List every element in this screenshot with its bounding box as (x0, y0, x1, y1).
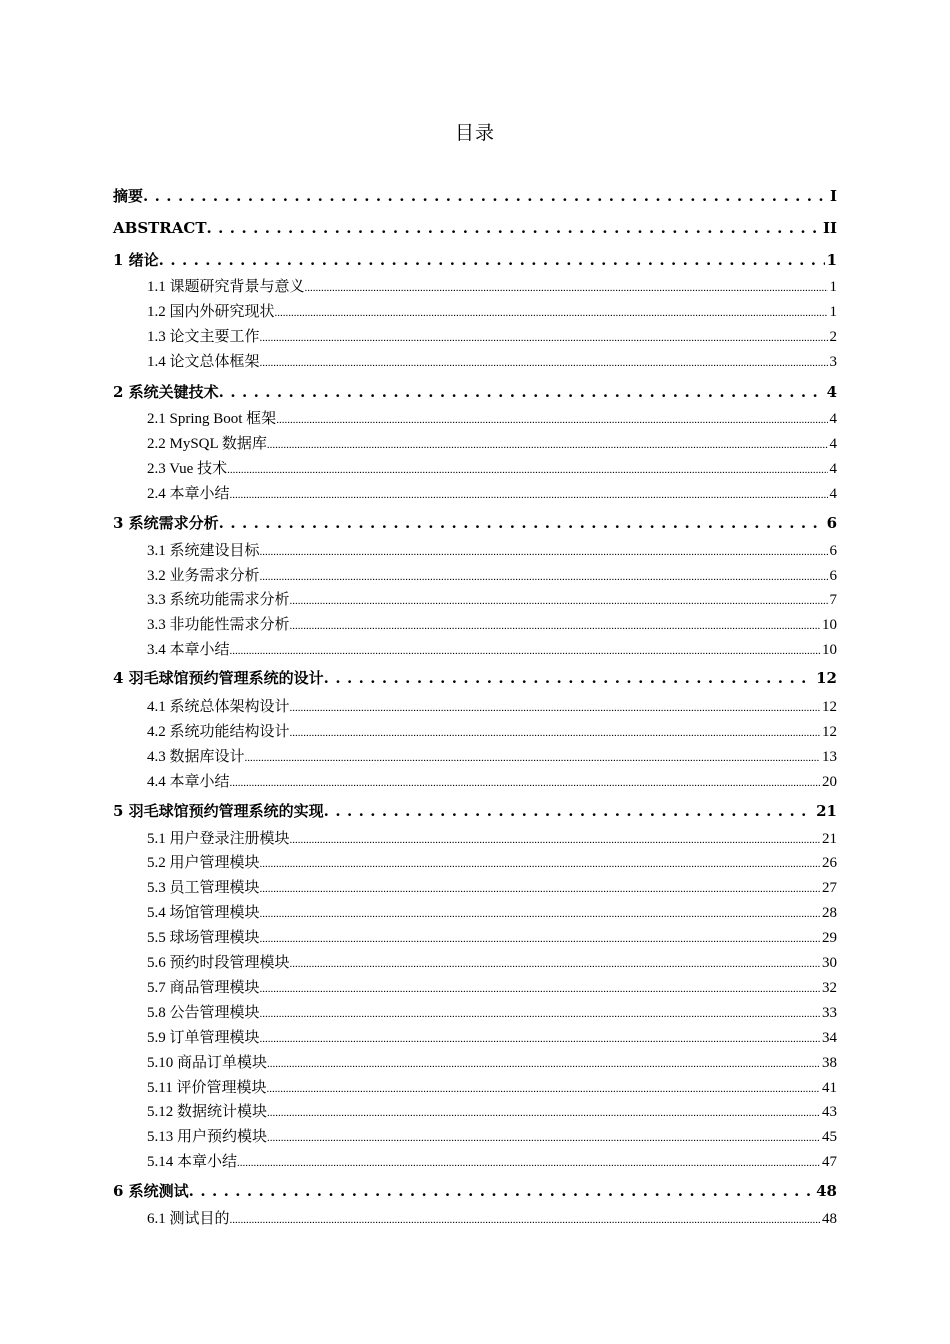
toc-section-entry[interactable] (147, 953, 837, 974)
toc-entry-label: 2.2 MySQL 数据库 (147, 436, 267, 452)
toc-page-number: 21 (822, 831, 837, 847)
toc-page-number: 4 (829, 436, 837, 452)
toc-page-number: 38 (822, 1055, 837, 1071)
toc-section-entry[interactable] (147, 1152, 837, 1173)
toc-page-number: 48 (822, 1211, 837, 1227)
toc-section-entry[interactable] (147, 853, 837, 874)
toc-page-number: 1 (829, 304, 837, 320)
toc-section-entry[interactable] (147, 352, 837, 373)
toc-dot-leader (267, 1103, 820, 1123)
toc-entry-label: ABSTRACT (113, 219, 207, 237)
toc-page-number: 13 (822, 749, 837, 765)
toc-title: 目录 (454, 122, 495, 144)
toc-entry-label: 1.4 论文总体框架 (147, 354, 260, 370)
toc-page-number: 3 (829, 354, 837, 370)
toc-entry-label: 5.10 商品订单模块 (147, 1055, 268, 1071)
toc-page-number: 28 (822, 905, 837, 921)
toc-entry-label: 2.1 Spring Boot 框架 (147, 411, 277, 427)
toc-dot-leader (275, 303, 828, 323)
toc-page-number: 41 (822, 1080, 837, 1096)
toc-entry-label: 5.11 评价管理模块 (147, 1080, 267, 1096)
toc-page-number: 43 (822, 1104, 837, 1120)
toc-section-entry[interactable] (147, 615, 837, 636)
toc-page-number: 20 (822, 774, 837, 790)
toc-page-number: 45 (822, 1129, 837, 1145)
toc-page-number: 4 (829, 461, 837, 477)
toc-page-number: 6 (829, 543, 837, 559)
toc-dot-leader (290, 954, 820, 974)
toc-page-number: 4 (826, 383, 837, 401)
toc-dot-leader (260, 1029, 820, 1049)
toc-section-entry[interactable] (147, 434, 837, 455)
toc-entry-label: 1.1 课题研究背景与意义 (147, 279, 305, 295)
toc-chapter-entry[interactable] (113, 250, 837, 270)
toc-section-entry[interactable] (147, 590, 837, 611)
toc-entry-label: 4.1 系统总体架构设计 (147, 699, 290, 715)
toc-page-number: 47 (822, 1154, 837, 1170)
toc-page-number: 30 (822, 955, 837, 971)
toc-entry-label: 5.8 公告管理模块 (147, 1005, 260, 1021)
toc-section-entry[interactable] (147, 1078, 837, 1099)
toc-entry-label: 1.3 论文主要工作 (147, 329, 260, 345)
toc-section-entry[interactable] (147, 1003, 837, 1024)
toc-entry-label: 5.3 员工管理模块 (147, 880, 260, 896)
toc-entry-label: 1.2 国内外研究现状 (147, 304, 275, 320)
toc-section-entry[interactable] (147, 928, 837, 949)
toc-dot-leader (143, 186, 828, 206)
toc-section-entry[interactable] (147, 903, 837, 924)
toc-entry-label: 4.3 数据库设计 (147, 749, 245, 765)
toc-dot-leader (237, 1153, 820, 1173)
toc-dot-leader (260, 567, 828, 587)
toc-dot-leader (219, 513, 825, 533)
toc-dot-leader (260, 353, 828, 373)
toc-dot-leader (324, 801, 814, 821)
toc-entry-label: 5.1 用户登录注册模块 (147, 831, 290, 847)
toc-entry-label: 5.12 数据统计模块 (147, 1104, 268, 1120)
toc-entry-label: 4.2 系统功能结构设计 (147, 724, 290, 740)
toc-page-number: 34 (822, 1030, 837, 1046)
toc-page-number: 6 (826, 514, 837, 532)
toc-dot-leader (305, 278, 828, 298)
toc-section-entry[interactable] (147, 484, 837, 505)
toc-page-number: 1 (826, 251, 837, 269)
toc-entry-label: 6.1 测试目的 (147, 1211, 230, 1227)
toc-dot-leader (245, 748, 820, 768)
toc-page-number: 27 (822, 880, 837, 896)
toc-chapter-entry[interactable] (113, 801, 837, 821)
toc-dot-leader (230, 1210, 820, 1230)
toc-dot-leader (290, 830, 820, 850)
toc-page-number: 2 (829, 329, 837, 345)
toc-entry-label: 3.4 本章小结 (147, 642, 230, 658)
toc-page-number: 7 (829, 592, 837, 608)
toc-dot-leader (230, 641, 820, 661)
toc-section-entry[interactable] (147, 697, 837, 718)
toc-chapter-entry[interactable] (113, 1181, 837, 1201)
toc-entry-label: 1 绪论 (113, 251, 159, 269)
toc-entry-label: 4.4 本章小结 (147, 774, 230, 790)
toc-page-number: 29 (822, 930, 837, 946)
toc-dot-leader (260, 542, 828, 562)
toc-entry-label: 5.14 本章小结 (147, 1154, 238, 1170)
toc-section-entry[interactable] (147, 459, 837, 480)
toc-page-number: 10 (822, 642, 837, 658)
toc-dot-leader (260, 879, 820, 899)
toc-dot-leader (159, 250, 825, 270)
toc-dot-leader (230, 773, 820, 793)
toc-dot-leader (290, 616, 820, 636)
toc-page-number: 12 (816, 669, 837, 687)
toc-entry-label: 2.3 Vue 技术 (147, 461, 228, 477)
toc-entry-label: 5.5 球场管理模块 (147, 930, 260, 946)
toc-entry-label: 5.9 订单管理模块 (147, 1030, 260, 1046)
toc-dot-leader (189, 1181, 814, 1201)
toc-dot-leader (290, 723, 820, 743)
toc-section-entry[interactable] (147, 640, 837, 661)
toc-dot-leader (267, 1128, 820, 1148)
toc-page-number: 33 (822, 1005, 837, 1021)
toc-page-number: I (829, 187, 837, 205)
toc-section-entry[interactable] (147, 829, 837, 850)
toc-entry-label: 3.1 系统建设目标 (147, 543, 260, 559)
toc-dot-leader (266, 1079, 820, 1099)
toc-section-entry[interactable] (147, 409, 837, 430)
toc-chapter-entry[interactable] (113, 668, 837, 688)
toc-page-number: 21 (816, 802, 837, 820)
toc-dot-leader (290, 698, 820, 718)
toc-dot-leader (260, 1004, 820, 1024)
toc-dot-leader (260, 904, 820, 924)
toc-dot-leader (260, 929, 820, 949)
toc-section-entry[interactable] (147, 1209, 837, 1230)
toc-entry-label: 5.7 商品管理模块 (147, 980, 260, 996)
toc-chapter-entry[interactable] (113, 218, 837, 238)
toc-entry-label: 3.3 系统功能需求分析 (147, 592, 290, 608)
toc-section-entry[interactable] (147, 722, 837, 743)
toc-page-number: 10 (822, 617, 837, 633)
toc-entry-label: 2.4 本章小结 (147, 486, 230, 502)
toc-page-number: 4 (829, 411, 837, 427)
toc-entry-label: 6 系统测试 (113, 1182, 189, 1200)
toc-section-entry[interactable] (147, 1053, 837, 1074)
toc-entry-label: 5.13 用户预约模块 (147, 1129, 268, 1145)
toc-section-entry[interactable] (147, 978, 837, 999)
toc-entry-label: 3.3 非功能性需求分析 (147, 617, 290, 633)
toc-dot-leader (267, 1054, 820, 1074)
toc-chapter-entry[interactable] (113, 513, 837, 533)
toc-section-entry[interactable] (147, 878, 837, 899)
toc-entry-label: 2 系统关键技术 (113, 383, 219, 401)
toc-dot-leader (290, 591, 828, 611)
toc-page-number: 32 (822, 980, 837, 996)
toc-entry-label: 5.4 场馆管理模块 (147, 905, 260, 921)
toc-entry-label: 4 羽毛球馆预约管理系统的设计 (113, 669, 324, 687)
toc-section-entry[interactable] (147, 1127, 837, 1148)
toc-page-number: 12 (822, 699, 837, 715)
toc-section-entry[interactable] (147, 327, 837, 348)
toc-dot-leader (260, 854, 820, 874)
toc-section-entry[interactable] (147, 566, 837, 587)
toc-dot-leader (260, 328, 828, 348)
toc-dot-leader (219, 382, 825, 402)
toc-section-entry[interactable] (147, 541, 837, 562)
toc-dot-leader (260, 979, 820, 999)
toc-entry-label: 摘要 (113, 187, 144, 205)
toc-section-entry[interactable] (147, 277, 837, 298)
toc-entry-label: 3 系统需求分析 (113, 514, 219, 532)
toc-dot-leader (230, 485, 828, 505)
toc-dot-leader (207, 218, 821, 238)
toc-page-number: II (822, 219, 837, 237)
toc-chapter-entry[interactable] (113, 186, 837, 206)
toc-dot-leader (267, 435, 828, 455)
toc-page-number: 1 (829, 279, 837, 295)
toc-dot-leader (276, 410, 827, 430)
toc-page-number: 26 (822, 855, 837, 871)
toc-page-number: 12 (822, 724, 837, 740)
toc-entry-label: 5 羽毛球馆预约管理系统的实现 (113, 802, 324, 820)
toc-page-number: 4 (829, 486, 837, 502)
toc-entry-label: 5.6 预约时段管理模块 (147, 955, 290, 971)
toc-page-number: 48 (816, 1182, 837, 1200)
toc-section-entry[interactable] (147, 1028, 837, 1049)
toc-section-entry[interactable] (147, 747, 837, 768)
toc-section-entry[interactable] (147, 302, 837, 323)
toc-dot-leader (227, 460, 827, 480)
toc-entry-label: 3.2 业务需求分析 (147, 568, 260, 584)
toc-page-number: 6 (829, 568, 837, 584)
toc-chapter-entry[interactable] (113, 382, 837, 402)
toc-dot-leader (324, 668, 814, 688)
toc-entry-label: 5.2 用户管理模块 (147, 855, 260, 871)
toc-section-entry[interactable] (147, 1102, 837, 1123)
toc-section-entry[interactable] (147, 772, 837, 793)
